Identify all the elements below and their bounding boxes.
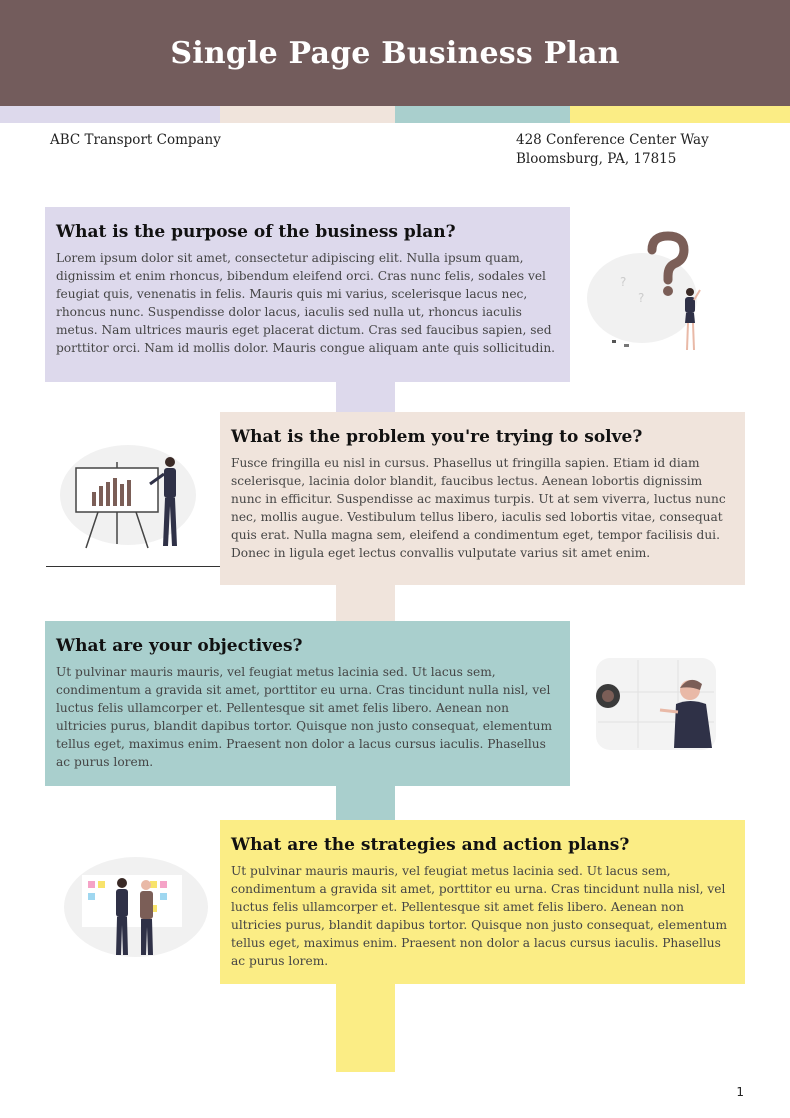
stripe-beige [220,106,395,123]
question-mark-person-icon [582,228,722,358]
target-dart-icon [588,652,728,757]
section-heading: What is the problem you're trying to solve? [231,427,643,447]
section-heading: What are your objectives? [56,636,303,656]
divider-line [46,566,220,567]
page-number: 1 [736,1085,744,1099]
section-purpose [45,207,570,382]
section-objectives [45,621,570,786]
stripe-lavender [0,106,220,123]
address-line-1: 428 Conference Center Way [516,132,709,148]
section-body: Lorem ipsum dolor sit amet, consectetur adipiscing elit. Nulla ipsum quam, dignissim et enim rhoncus, bibendum eleifend orci. Cras nunc felis, sodales vel feugiat quis, venenatis in felis. Mauris quis mi varius, scelerisque lacus nec, rhoncus nunc. Suspendisse dolor lacus, iaculis sed nulla ut, rhoncus iaculis metus. Nam ultrices mauris eget placerat dictum. Cras sed faucibus sapien, sed porttitor orci. Nam id mollis dolor. Mauris congue aliquam ante quis sollicitudin. [56,251,556,356]
presentation-chart-icon [58,440,208,560]
section-body: Ut pulvinar mauris mauris, vel feugiat metus lacinia sed. Ut lacus sem, condimentum a gravida sit amet, porttitor eu urna. Cras tincidunt nulla nisl, vel luctus felis ullamcorper et. Pellentesque sit amet felis libero. Aenean non ultricies purus, blandit dapibus tortor. Quisque non justo consequat, elementum tellus eget, maximus enim. Praesent non dolor a lacus cursus iaculis. Phasellus ac purus lorem. [231,864,728,969]
company-address [516,131,709,169]
stripe-yellow [570,106,790,123]
section-body: Ut pulvinar mauris mauris, vel feugiat metus lacinia sed. Ut lacus sem, condimentum a gravida sit amet, porttitor eu urna. Cras tincidunt nulla nisl, vel luctus felis ullamcorper et. Pellentesque sit amet felis libero. Aenean non ultricies purus, blandit dapibus tortor. Quisque non justo consequat, elementum tellus eget, maximus enim. Praesent non dolor a lacus cursus iaculis. Phasellus ac purus lorem. [56,665,553,770]
section-heading: What are the strategies and action plans? [231,835,630,855]
page-title: Single Page Business Plan [170,35,620,71]
section-strategies [220,820,745,984]
section-body: Fusce fringilla eu nisl in cursus. Phasellus ut fringilla sapien. Etiam id diam scelerisque, lacinia dolor blandit, faucibus lectus. Aenean lobortis dignissim nunc in efficitur. Suspendisse ac maximus turpis. Ut at sem viverra, luctus nunc nec, mollis augue. Vestibulum tellus libero, iaculis sed lobortis vitae, consequat quis erat. Nulla magna sem, eleifend a condimentum eget, tempor facilisis dui. Donec in ligula eget lectus convallis vulputate varius sit amet enim. [231,456,726,561]
color-stripe-bar [0,106,790,123]
connector-yellow [336,984,395,1072]
address-line-2: Bloomsburg, PA, 17815 [516,151,677,167]
connector-beige [336,585,395,621]
company-name: ABC Transport Company [50,132,221,148]
sticky-notes-board-icon [60,855,210,960]
page-header [0,0,790,106]
section-problem [220,412,745,585]
stripe-teal [395,106,570,123]
connector-teal [336,786,395,820]
connector-lavender [336,382,395,412]
section-heading: What is the purpose of the business plan? [56,222,456,242]
svg-text:?: ? [638,291,645,305]
svg-text:?: ? [620,275,627,289]
